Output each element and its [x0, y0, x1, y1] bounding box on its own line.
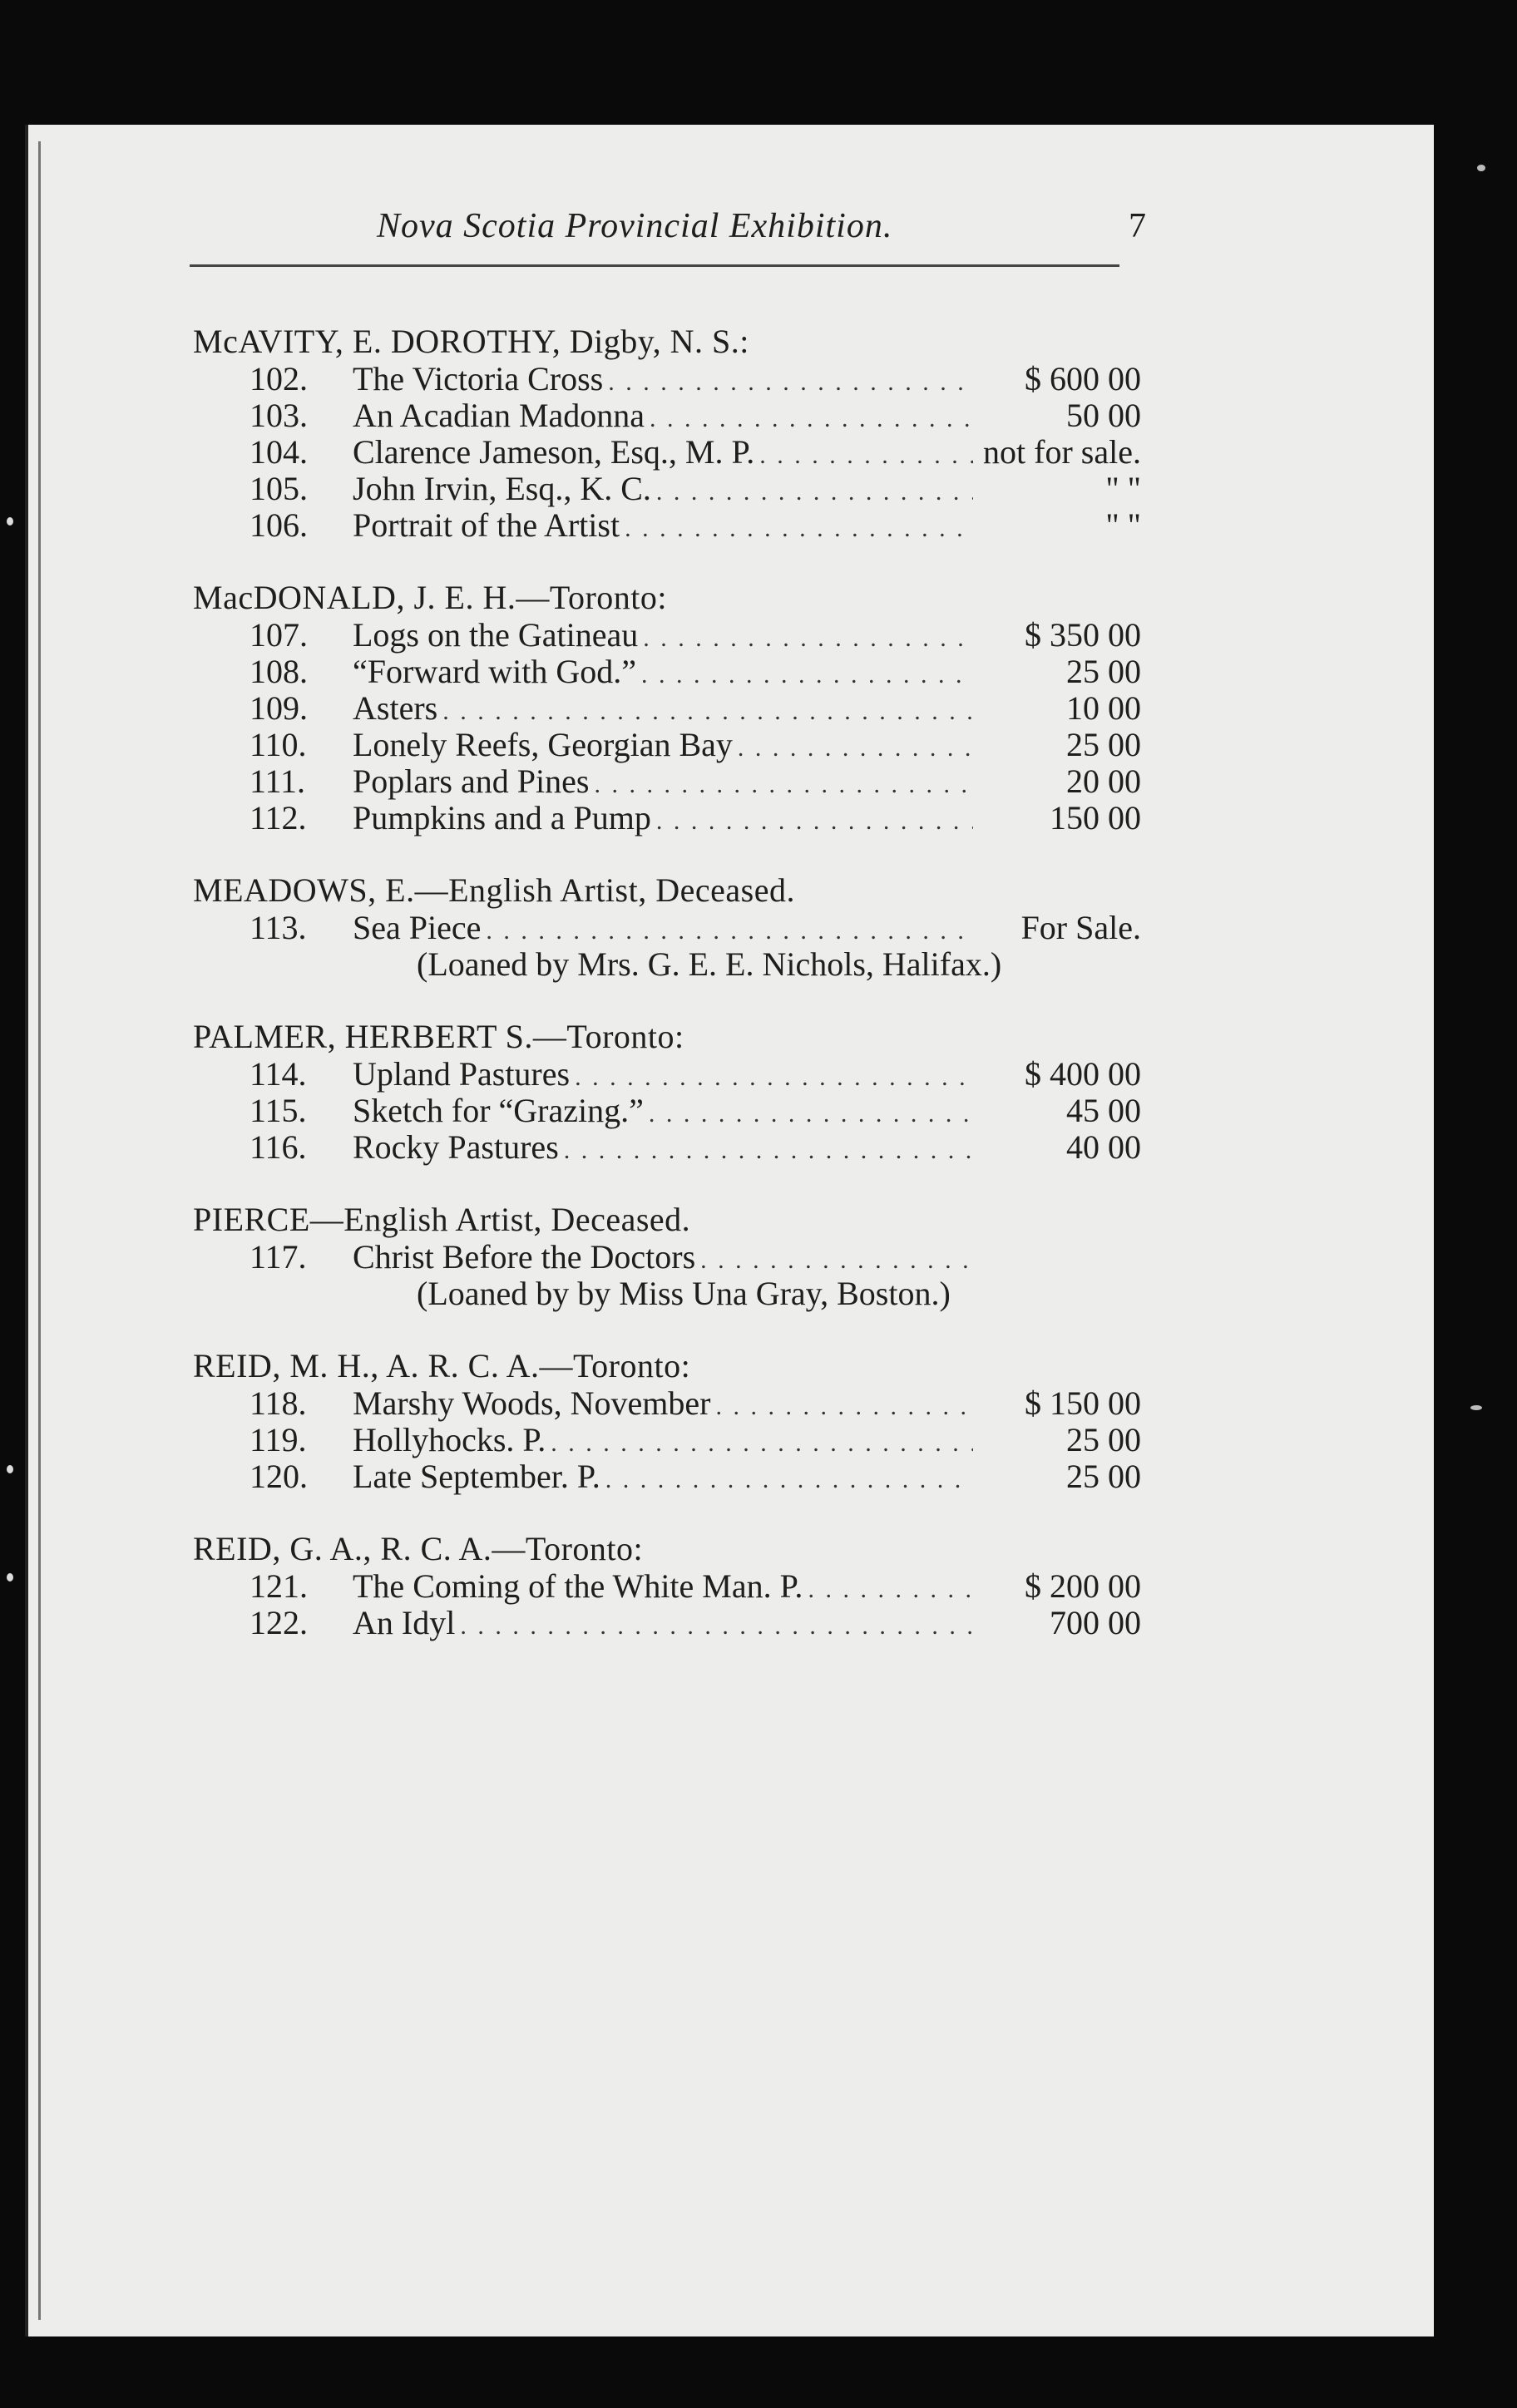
artist-group — [193, 1530, 1141, 1641]
artist-group — [193, 1347, 1141, 1495]
entry-number: 104. — [250, 433, 308, 471]
dot-leader — [551, 1425, 973, 1462]
dot-leader — [564, 1132, 973, 1169]
catalogue-entry — [193, 1129, 1141, 1166]
page-header — [190, 206, 1146, 264]
entry-title: Sketch for “Grazing.” — [353, 1092, 644, 1129]
dot-leader — [643, 620, 973, 657]
dot-leader — [594, 767, 973, 803]
scan-speck — [7, 517, 13, 526]
catalogue-entry — [193, 1385, 1141, 1422]
catalogue-entry — [193, 397, 1141, 434]
entry-title: Marshy Woods, November — [353, 1384, 711, 1422]
entry-number: 121. — [250, 1567, 308, 1605]
entry-price: 150 00 — [1050, 799, 1141, 836]
entry-number: 117. — [250, 1238, 307, 1276]
entry-number: 102. — [250, 360, 308, 397]
entry-price: $ 200 00 — [1025, 1567, 1141, 1605]
entry-number: 105. — [250, 470, 308, 507]
entry-title: Clarence Jameson, Esq., M. P. — [353, 433, 755, 471]
entry-price: 40 00 — [1066, 1128, 1141, 1166]
catalogue-entry — [193, 1458, 1141, 1495]
dot-leader — [650, 401, 973, 437]
catalogue-entry — [193, 654, 1141, 690]
catalogue-entry — [193, 617, 1141, 654]
page-edge-line — [38, 141, 41, 2320]
entry-number: 114. — [250, 1055, 307, 1093]
entry-number: 113. — [250, 909, 307, 946]
entry-number: 111. — [250, 762, 306, 800]
artist-group — [193, 579, 1141, 836]
scan-speck — [1477, 165, 1485, 171]
dot-leader — [641, 657, 973, 693]
entry-number: 107. — [250, 616, 308, 654]
dot-leader — [700, 1242, 973, 1279]
catalogue-entry — [193, 1239, 1141, 1276]
catalogue-entry — [193, 690, 1141, 727]
artist-heading: MacDONALD, J. E. H.—Toronto: — [193, 579, 668, 616]
entry-title: The Coming of the White Man. P. — [353, 1567, 803, 1605]
catalogue-entry — [193, 1056, 1141, 1093]
dot-leader — [759, 437, 973, 474]
artist-group — [193, 1201, 1141, 1312]
entry-title: Sea Piece — [353, 909, 482, 946]
entry-title: John Irvin, Esq., K. C. — [353, 470, 651, 507]
entry-title: Rocky Pastures — [353, 1128, 559, 1166]
entry-price: $ 350 00 — [1025, 616, 1141, 654]
dot-leader — [460, 1608, 973, 1645]
catalogue-entry — [193, 361, 1141, 397]
entry-price: $ 150 00 — [1025, 1384, 1141, 1422]
artist-group — [193, 1018, 1141, 1166]
dot-leader — [738, 730, 973, 767]
running-title: Nova Scotia Provincial Exhibition. — [377, 207, 893, 245]
entry-price: " " — [1105, 470, 1141, 507]
entry-number: 112. — [250, 799, 307, 836]
entry-title: An Acadian Madonna — [353, 397, 645, 434]
entry-price: 25 00 — [1066, 1458, 1141, 1495]
artist-heading: PIERCE—English Artist, Deceased. — [193, 1201, 691, 1238]
dot-leader — [625, 511, 973, 547]
loan-note: (Loaned by by Miss Una Gray, Boston.) — [417, 1275, 951, 1312]
entry-number: 122. — [250, 1604, 308, 1641]
entry-number: 115. — [250, 1092, 307, 1129]
entry-title: Lonely Reefs, Georgian Bay — [353, 726, 733, 763]
entry-number: 110. — [250, 726, 307, 763]
catalogue-listing — [193, 323, 1141, 1676]
catalogue-entry — [193, 471, 1141, 507]
artist-heading: REID, M. H., A. R. C. A.—Toronto: — [193, 1347, 691, 1384]
scan-speck — [7, 1573, 13, 1581]
dot-leader — [575, 1059, 973, 1096]
catalogue-entry — [193, 1093, 1141, 1129]
entry-price: 25 00 — [1066, 1421, 1141, 1458]
entry-title: Logs on the Gatineau — [353, 616, 639, 654]
entry-number: 103. — [250, 397, 308, 434]
entry-title: Christ Before the Doctors — [353, 1238, 696, 1276]
entry-price: $ 600 00 — [1025, 360, 1141, 397]
page-number: 7 — [1129, 207, 1146, 245]
dot-leader — [656, 803, 973, 840]
entry-price: 45 00 — [1066, 1092, 1141, 1129]
entry-price: 20 00 — [1066, 762, 1141, 800]
entry-title: Pumpkins and a Pump — [353, 799, 651, 836]
dot-leader — [605, 1462, 973, 1498]
entry-title: Late September. P. — [353, 1458, 600, 1495]
scan-speck — [7, 1465, 13, 1473]
catalogue-entry — [193, 910, 1141, 946]
artist-group — [193, 323, 1141, 544]
dot-leader — [649, 1096, 973, 1132]
dot-leader — [715, 1389, 973, 1425]
entry-title: Portrait of the Artist — [353, 506, 620, 544]
artist-heading: MEADOWS, E.—English Artist, Deceased. — [193, 871, 795, 909]
entry-price: 50 00 — [1066, 397, 1141, 434]
catalogue-entry — [193, 763, 1141, 800]
dot-leader — [442, 693, 973, 730]
artist-heading: PALMER, HERBERT S.—Toronto: — [193, 1018, 684, 1055]
entry-price: $ 400 00 — [1025, 1055, 1141, 1093]
dot-leader — [608, 364, 973, 401]
dot-leader — [656, 474, 973, 511]
header-rule — [190, 264, 1119, 267]
entry-number: 116. — [250, 1128, 307, 1166]
catalogue-entry — [193, 727, 1141, 763]
entry-number: 106. — [250, 506, 308, 544]
catalogue-entry — [193, 434, 1141, 471]
artist-group — [193, 871, 1141, 983]
dot-leader — [808, 1572, 973, 1608]
entry-number: 109. — [250, 689, 308, 727]
entry-title: “Forward with God.” — [353, 653, 637, 690]
artist-heading: McAVITY, E. DOROTHY, Digby, N. S.: — [193, 323, 749, 360]
entry-price: " " — [1105, 506, 1141, 544]
entry-title: Hollyhocks. P. — [353, 1421, 546, 1458]
entry-number: 120. — [250, 1458, 308, 1495]
entry-price: 25 00 — [1066, 726, 1141, 763]
entry-price: For Sale. — [1020, 909, 1141, 946]
catalogue-entry — [193, 1422, 1141, 1458]
entry-title: An Idyl — [353, 1604, 456, 1641]
dot-leader — [486, 913, 973, 950]
entry-title: The Victoria Cross — [353, 360, 604, 397]
catalogue-entry — [193, 1605, 1141, 1641]
entry-price: 10 00 — [1066, 689, 1141, 727]
entry-price: 25 00 — [1066, 653, 1141, 690]
entry-title: Asters — [353, 689, 438, 727]
catalogue-entry — [193, 507, 1141, 544]
entry-title: Upland Pastures — [353, 1055, 571, 1093]
catalogue-entry — [193, 800, 1141, 836]
entry-number: 118. — [250, 1384, 307, 1422]
entry-title: Poplars and Pines — [353, 762, 590, 800]
artist-heading: REID, G. A., R. C. A.—Toronto: — [193, 1530, 644, 1567]
entry-price: 700 00 — [1050, 1604, 1141, 1641]
loan-note: (Loaned by Mrs. G. E. E. Nichols, Halifax.) — [417, 945, 1002, 983]
scan-speck — [1470, 1405, 1482, 1410]
entry-price: not for sale. — [983, 433, 1141, 471]
entry-number: 108. — [250, 653, 308, 690]
catalogue-entry — [193, 1568, 1141, 1605]
entry-number: 119. — [250, 1421, 307, 1458]
